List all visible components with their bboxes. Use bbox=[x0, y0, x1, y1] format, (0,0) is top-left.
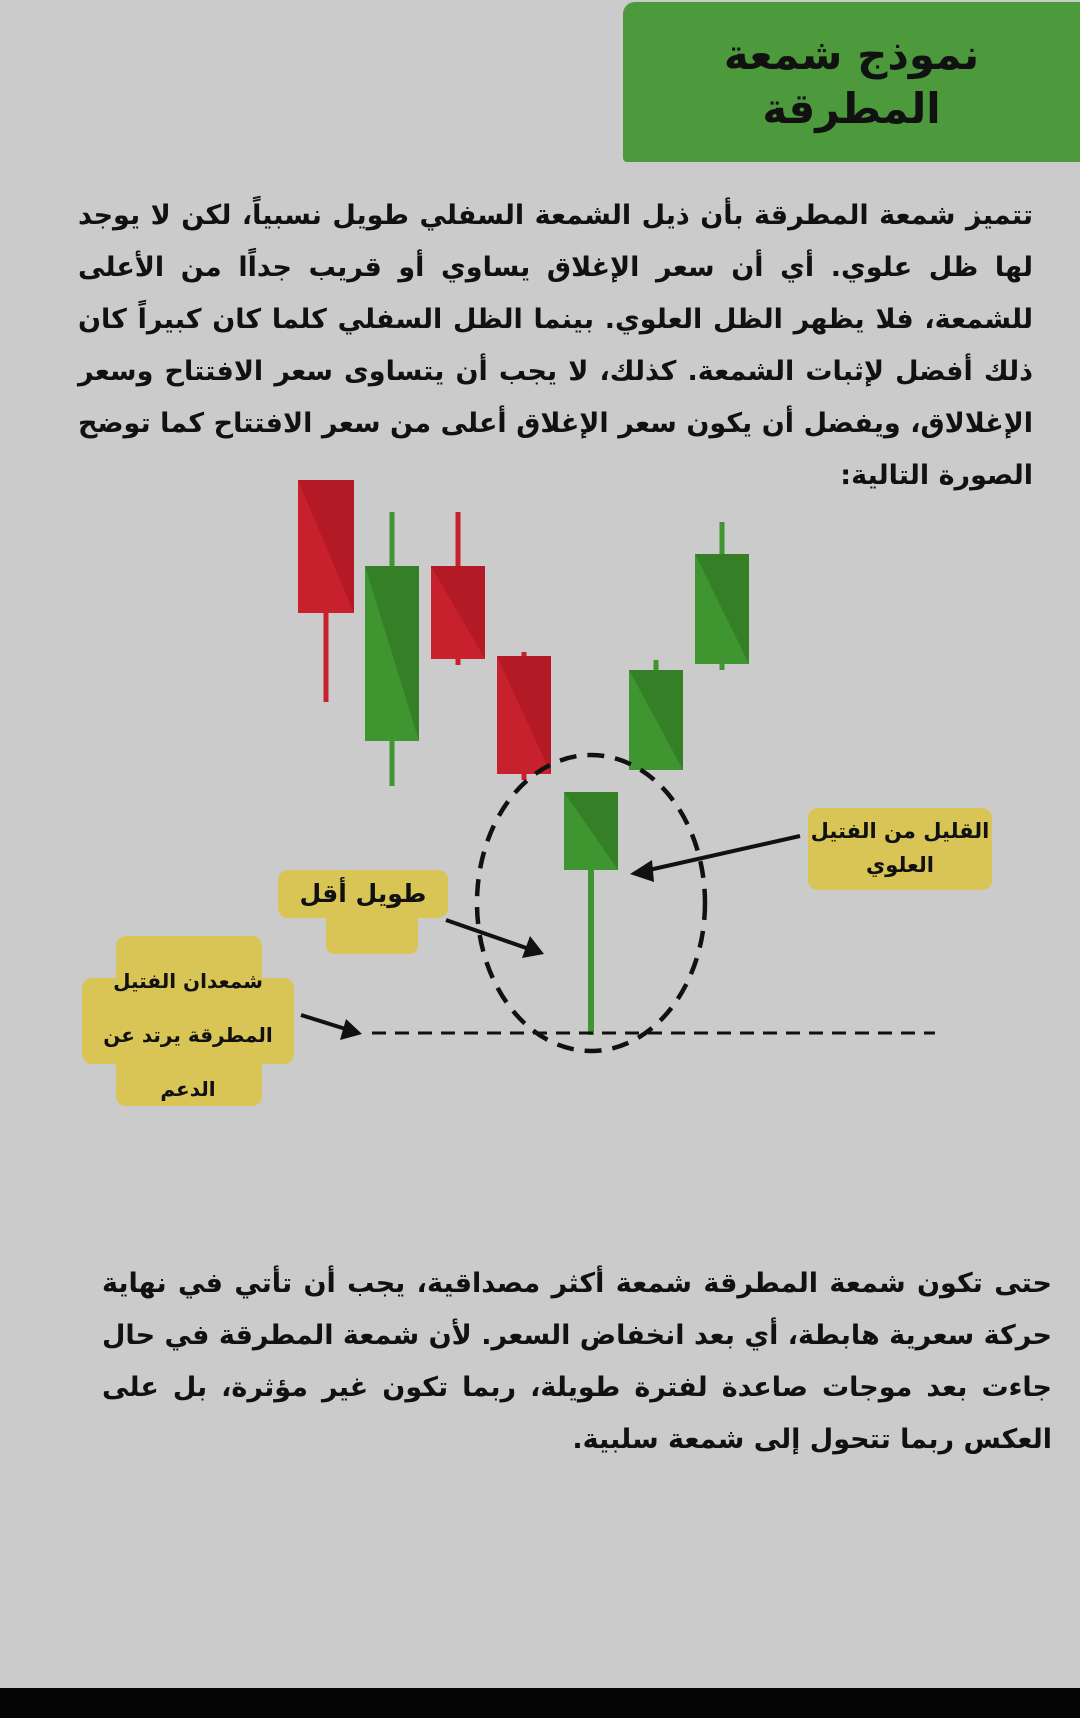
support-label: شمعدان الفتيل المطرقة يرتد عن الدعم bbox=[103, 969, 273, 1101]
upper-wick-label: القليل من الفتيل العلوي bbox=[808, 808, 992, 890]
hammer-candle bbox=[564, 792, 618, 1035]
longer-label: طويل أقل bbox=[278, 870, 448, 918]
candle-6-bullish bbox=[629, 660, 683, 770]
arrow-to-lower-shadow bbox=[446, 920, 544, 958]
conclusion-paragraph: حتى تكون شمعة المطرقة شمعة أكثر مصداقية، يجب أن تأتي في نهاية حركة سعرية هابطة، أي بعد انخفاض السعر. لأن شمعة المطرقة في حال جاءت بعد موجات صاعدة لفترة طويلة، ربما تكون غير مؤثرة، بل على العكس ربما تتحول إلى شمعة سلبية. bbox=[102, 1268, 1052, 1455]
intro-paragraph: تتميز شمعة المطرقة بأن ذيل الشمعة السفلي طويل نسبياً، لكن لا يوجد لها ظل علوي. أي أن سعر الإغلاق يساوي أو قريب جداًا من الأعلى للشمعة، فلا يظهر الظل العلوي. بينما الظل السفلي كلما كان كبيراً كان ذلك أفضل لإثبات الشمعة. كذلك، لا يجب أن يتساوى سعر الافتتاح وسعر الإغلالاق، ويفضل أن يكون سعر الإغلاق أعلى من سعر الافتتاح كما توضح الصورة التالية: bbox=[78, 200, 1033, 491]
candle-7-bullish bbox=[695, 522, 749, 670]
candle-4-bearish bbox=[497, 652, 551, 780]
title-banner bbox=[623, 2, 1080, 162]
arrow-to-support bbox=[301, 1015, 362, 1040]
bottom-bar bbox=[0, 1688, 1080, 1718]
page-title: نموذج شمعة المطرقة bbox=[723, 30, 980, 133]
candle-2-bullish bbox=[365, 512, 419, 786]
arrow-to-upper-wick bbox=[630, 836, 800, 882]
candle-3-bearish bbox=[431, 512, 485, 665]
candle-1-bearish bbox=[298, 480, 354, 702]
